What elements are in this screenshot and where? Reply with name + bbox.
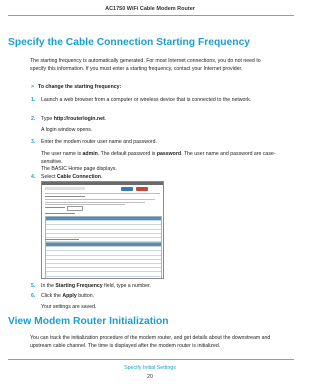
- step-3-note: [41, 151, 277, 167]
- step-text-suffix: button.: [76, 293, 95, 299]
- step-text-suffix: .: [104, 116, 107, 122]
- screenshot-section-label: [45, 213, 75, 214]
- screenshot-field-label: [45, 207, 65, 208]
- screenshot-divider: [45, 193, 160, 194]
- footer-chapter-title: Specify Initial Settings: [124, 365, 176, 371]
- screenshot-starting-frequency-field: [67, 206, 83, 211]
- step-text: [41, 293, 277, 301]
- step-text: [41, 116, 277, 124]
- screenshot-apply-button: [121, 187, 133, 191]
- header-rule: [8, 15, 294, 16]
- step-number: 2.: [31, 116, 36, 122]
- section1-intro: The starting frequency is automatically generated. For most Internet connections, you do not need to specify this information. If you must enter a starting frequency, contact your Internet provider.: [30, 58, 261, 72]
- screenshot-section-label: [45, 239, 79, 240]
- step-number: 4.: [31, 174, 36, 180]
- step-text: [41, 283, 277, 291]
- procedure-arrow-icon: >: [31, 84, 35, 90]
- screenshot-label-line: [45, 196, 85, 197]
- step-3-result: The BASIC Home page displays.: [41, 166, 117, 172]
- section2-intro: You can track the initialization procedure of the modem router, and get details about the downstream and upstream cable channel. The time is displayed after the modem router is initialized.: [30, 335, 271, 349]
- procedure-title-text: To change the starting frequency:: [38, 84, 122, 90]
- step-text-prefix: In the: [41, 283, 56, 289]
- note-username: admin: [82, 151, 98, 157]
- step-number: 1.: [31, 97, 36, 103]
- step-6-result: Your settings are saved.: [41, 304, 97, 310]
- screenshot-title-bar: [45, 187, 85, 190]
- footer-rule: [8, 359, 294, 360]
- note-prefix: The user name is: [41, 151, 83, 157]
- screenshot-topbar: [42, 182, 163, 185]
- step-text-prefix: Select: [41, 174, 57, 180]
- step-url: http://routerlogin.net: [53, 116, 105, 122]
- running-header: AC1750 WiFi Cable Modem Router: [105, 6, 195, 12]
- note-suffix: . The user name and password are case-sensitive.: [41, 151, 276, 165]
- step-menu-item: Cable Connection: [56, 174, 101, 180]
- section-heading-initialization: View Modem Router Initialization: [8, 316, 169, 327]
- step-number: 3.: [31, 139, 36, 145]
- step-number: 5.: [31, 283, 36, 289]
- screenshot-text-line: [45, 204, 125, 205]
- step-text: Enter the modem router user name and password.: [41, 139, 157, 145]
- note-password: password: [156, 151, 182, 157]
- step-2-note: A login window opens.: [41, 127, 93, 133]
- step-text: Launch a web browser from a computer or wireless device that is connected to the network.: [41, 97, 252, 103]
- screenshot-downstream-table: [45, 242, 162, 279]
- step-text-prefix: Type: [41, 116, 54, 122]
- step-text-prefix: Click the: [41, 293, 63, 299]
- screenshot-text-line: [45, 202, 145, 203]
- page-number: 20: [147, 374, 153, 380]
- screenshot-table-row: [46, 277, 161, 280]
- step-number: 6.: [31, 293, 36, 299]
- screenshot-cancel-button: [136, 187, 148, 191]
- section-heading-cable-frequency: Specify the Cable Connection Starting Frequency: [8, 37, 251, 48]
- procedure-title: [31, 84, 121, 90]
- cable-connection-screenshot: [41, 181, 164, 279]
- step-text-suffix: .: [100, 174, 103, 180]
- note-mid: . The default password is: [97, 151, 157, 157]
- screenshot-text-line: [45, 199, 155, 200]
- step-field-name: Starting Frequency: [55, 283, 103, 289]
- step-button-name: Apply: [62, 293, 77, 299]
- step-text-suffix: field, type a number.: [102, 283, 151, 289]
